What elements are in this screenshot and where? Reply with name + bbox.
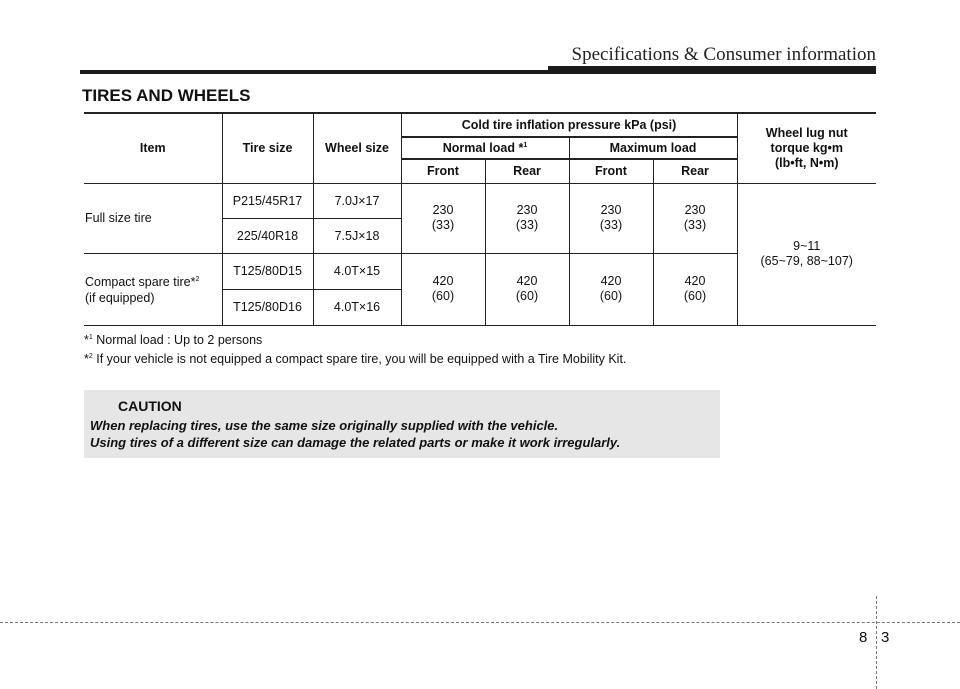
pressure-cell: 420 (60): [653, 253, 737, 325]
header-item: Item: [84, 113, 222, 183]
header-cold-pressure: Cold tire inflation pressure kPa (psi): [401, 113, 737, 137]
tire-size-cell: T125/80D16: [222, 289, 313, 325]
pressure-cell: 420 (60): [485, 253, 569, 325]
pressure-cell: 420 (60): [569, 253, 653, 325]
footnote-1: *$^1$ Normal load : Up to 2 persons: [84, 333, 263, 347]
full-size-label: Full size tire: [84, 183, 222, 253]
pressure-cell: 230 (33): [401, 183, 485, 253]
lug-header-line3: (lb•ft, N•m): [774, 155, 839, 170]
header-normal-load: Normal load *$^1$: [401, 137, 569, 159]
footnote-2: *$^2$ If your vehicle is not equipped a compact spare tire, you will be equipped with a Tire Mobility Kit.: [84, 352, 627, 366]
header-rear-normal: Rear: [485, 159, 569, 183]
header-front-normal: Front: [401, 159, 485, 183]
header-maximum-load: Maximum load: [569, 137, 737, 159]
footer-rule: [0, 622, 960, 623]
caution-line-2: Using tires of a different size can damage the related parts or make it work irregularly.: [90, 435, 621, 450]
header-tire-size: Tire size: [222, 113, 313, 183]
wheel-size-cell: 7.5J×18: [313, 218, 401, 253]
wheel-size-cell: 7.0J×17: [313, 183, 401, 218]
tire-size-cell: P215/45R17: [222, 183, 313, 218]
pressure-cell: 230 (33): [653, 183, 737, 253]
lug-header-line2: torque kg•m: [770, 140, 843, 155]
header-title: Specifications & Consumer information: [571, 44, 876, 65]
wheel-size-cell: 4.0T×16: [313, 289, 401, 325]
section-title: TIRES AND WHEELS: [82, 86, 251, 105]
header-front-max: Front: [569, 159, 653, 183]
caution-heading: CAUTION: [118, 398, 182, 414]
header-lug-torque: [737, 113, 876, 183]
chapter-number: 8: [859, 629, 868, 646]
lug-header-line1: Wheel lug nut: [765, 125, 848, 140]
caution-box: [84, 390, 720, 458]
header-rear-max: Rear: [653, 159, 737, 183]
caution-line-1: When replacing tires, use the same size originally supplied with the vehicle.: [90, 418, 559, 433]
pressure-cell: 230 (33): [569, 183, 653, 253]
pressure-cell: 230 (33): [485, 183, 569, 253]
header-rule: [80, 70, 876, 74]
tires-wheels-table: [84, 112, 876, 326]
lug-torque-cell: 9~11 (65~79, 88~107): [737, 183, 876, 325]
compact-spare-label: Compact spare tire*$^2$ (if equipped): [84, 253, 222, 325]
pressure-cell: 420 (60): [401, 253, 485, 325]
table-row: [84, 183, 876, 218]
wheel-size-cell: 4.0T×15: [313, 253, 401, 289]
tire-size-cell: T125/80D15: [222, 253, 313, 289]
page-number: 3: [881, 629, 890, 646]
tire-size-cell: 225/40R18: [222, 218, 313, 253]
header-wheel-size: Wheel size: [313, 113, 401, 183]
page-number-divider: [876, 596, 877, 689]
